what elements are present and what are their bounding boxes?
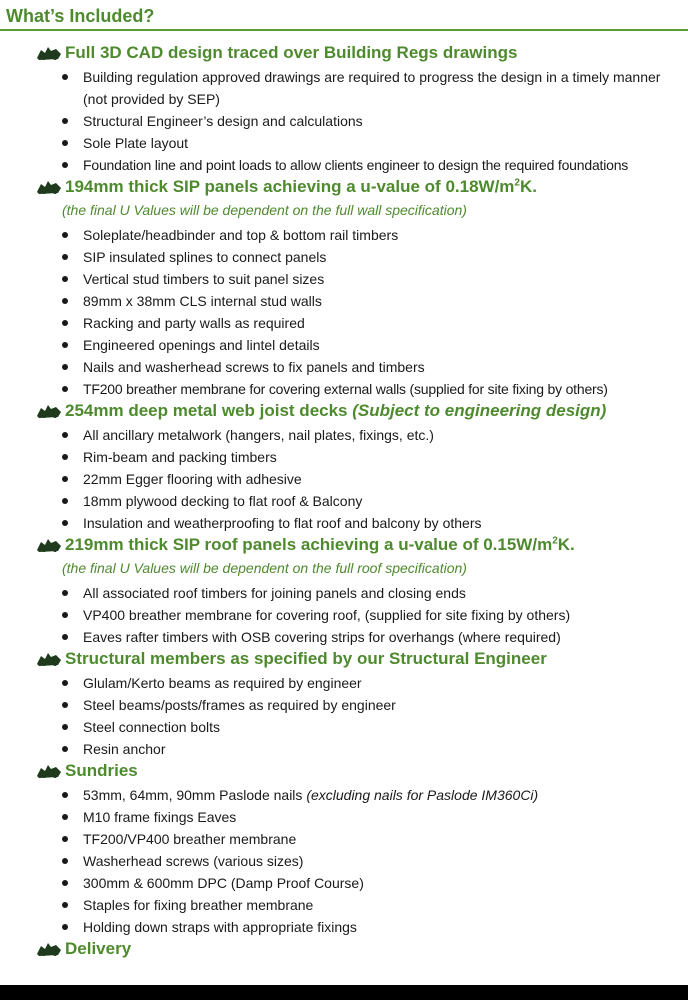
list-item: Steel beams/posts/frames as required by engineer xyxy=(0,694,688,716)
bullet xyxy=(62,320,68,326)
section-heading-text: Structural members as specified by our Structural Engineer xyxy=(65,649,547,668)
section-heading-text: 194mm thick SIP panels achieving a u-value of $0.18W/m^2K$. xyxy=(65,177,537,196)
section-heading xyxy=(36,176,688,200)
list-item: Staples for fixing breather membrane xyxy=(0,894,688,916)
bullet xyxy=(62,140,68,146)
list-item: Soleplate/headbinder and top & bottom rail timbers xyxy=(0,224,688,246)
truck-icon xyxy=(36,179,62,195)
bullet xyxy=(62,814,68,820)
list-item: TF200/VP400 breather membrane xyxy=(0,828,688,850)
bullet xyxy=(62,162,68,168)
list-item: Racking and party walls as required xyxy=(0,312,688,334)
bullet xyxy=(62,254,68,260)
section-heading-text: 219mm thick SIP roof panels achieving a u-value of $0.15W/m^2K$. xyxy=(65,535,575,554)
bullet xyxy=(62,836,68,842)
list-item: Insulation and weatherproofing to flat roof and balcony by others xyxy=(0,512,688,534)
title-divider xyxy=(0,29,688,31)
section-heading-text: Full 3D CAD design traced over Building Regs drawings xyxy=(65,43,518,62)
bullet xyxy=(62,612,68,618)
bullet xyxy=(62,858,68,864)
bullet xyxy=(62,454,68,460)
bullet xyxy=(62,680,68,686)
section-heading-text: Sundries xyxy=(65,761,138,780)
list-item: Steel connection bolts xyxy=(0,716,688,738)
bullet xyxy=(62,118,68,124)
bullet xyxy=(62,342,68,348)
list-item: All associated roof timbers for joining panels and closing ends xyxy=(0,582,688,604)
list-item: Sole Plate layout xyxy=(0,132,688,154)
section-heading xyxy=(36,938,688,962)
list-item: Eaves rafter timbers with OSB covering strips for overhangs (where required) xyxy=(0,626,688,648)
bullet xyxy=(62,364,68,370)
section-list xyxy=(0,424,688,534)
bullet xyxy=(62,498,68,504)
bullet xyxy=(62,634,68,640)
list-item: 22mm Egger flooring with adhesive xyxy=(0,468,688,490)
section-heading-text: Delivery xyxy=(65,939,132,958)
section-list xyxy=(0,224,688,400)
bullet xyxy=(62,746,68,752)
bullet xyxy=(62,924,68,930)
list-item: 89mm x 38mm CLS internal stud walls xyxy=(0,290,688,312)
list-item: 18mm plywood decking to flat roof & Balcony xyxy=(0,490,688,512)
page-title: What’s Included? xyxy=(6,6,155,26)
section-heading xyxy=(36,648,688,672)
section-heading xyxy=(36,760,688,784)
bullet xyxy=(62,74,68,80)
bullet xyxy=(62,386,68,392)
list-item: Washerhead screws (various sizes) xyxy=(0,850,688,872)
section-list xyxy=(0,784,688,938)
content xyxy=(0,42,688,962)
section-list xyxy=(0,672,688,760)
list-item: 53mm, 64mm, 90mm Paslode nails (excluding nails for Paslode IM360Ci) xyxy=(0,784,688,806)
list-item: Foundation line and point loads to allow clients engineer to design the required foundations xyxy=(0,154,688,176)
bullet xyxy=(62,432,68,438)
bullet xyxy=(62,590,68,596)
section-list xyxy=(0,582,688,648)
list-item: Rim-beam and packing timbers xyxy=(0,446,688,468)
list-item: Holding down straps with appropriate fixings xyxy=(0,916,688,938)
section-heading xyxy=(36,534,688,558)
section-note: (the final U Values will be dependent on the full wall specification) xyxy=(62,202,467,218)
list-item: 300mm & 600mm DPC (Damp Proof Course) xyxy=(0,872,688,894)
list-item: Glulam/Kerto beams as required by engineer xyxy=(0,672,688,694)
list-item: Engineered openings and lintel details xyxy=(0,334,688,356)
list-item: TF200 breather membrane for covering external walls (supplied for site fixing by others) xyxy=(0,378,688,400)
bullet xyxy=(62,520,68,526)
bullet xyxy=(62,724,68,730)
bullet xyxy=(62,476,68,482)
section-heading-text: 254mm deep metal web joist decks (Subject to engineering design) xyxy=(65,401,607,420)
bullet xyxy=(62,792,68,798)
bullet xyxy=(62,902,68,908)
list-item: Resin anchor xyxy=(0,738,688,760)
truck-icon xyxy=(36,941,62,957)
list-item: Structural Engineer’s design and calculations xyxy=(0,110,688,132)
list-item: M10 frame fixings Eaves xyxy=(0,806,688,828)
truck-icon xyxy=(36,45,62,61)
list-item: SIP insulated splines to connect panels xyxy=(0,246,688,268)
list-item: Building regulation approved drawings are required to progress the design in a timely manner (not provided by SEP) xyxy=(0,66,688,110)
section-list xyxy=(0,66,688,176)
truck-icon xyxy=(36,651,62,667)
bullet xyxy=(62,276,68,282)
bullet xyxy=(62,880,68,886)
section-heading xyxy=(36,42,688,66)
truck-icon xyxy=(36,763,62,779)
truck-icon xyxy=(36,537,62,553)
bullet xyxy=(62,232,68,238)
list-item: VP400 breather membrane for covering roof, (supplied for site fixing by others) xyxy=(0,604,688,626)
bullet xyxy=(62,298,68,304)
section-note: (the final U Values will be dependent on the full roof specification) xyxy=(62,560,467,576)
truck-icon xyxy=(36,403,62,419)
bullet xyxy=(62,702,68,708)
list-item: Nails and washerhead screws to fix panels and timbers xyxy=(0,356,688,378)
list-item: All ancillary metalwork (hangers, nail plates, fixings, etc.) xyxy=(0,424,688,446)
section-heading xyxy=(36,400,688,424)
list-item: Vertical stud timbers to suit panel sizes xyxy=(0,268,688,290)
